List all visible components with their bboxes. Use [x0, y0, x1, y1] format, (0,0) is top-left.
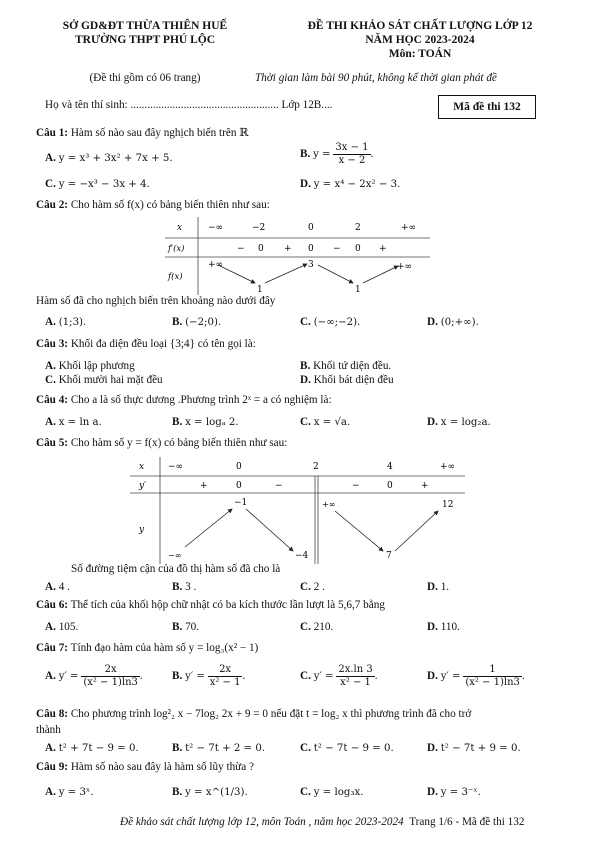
q7-option-a: A. y′ = $\frac{2x}{\text{(x² − 1)ln3}}$ .: [45, 664, 143, 688]
student-line: Họ và tên thí sinh: ..................................................... Lớp 12B....: [45, 99, 333, 111]
q2-sign: +: [379, 244, 387, 254]
q1-option-c: C. y = −x³ − 3x + 4.: [45, 178, 150, 190]
q2-option-b: B. (−2;0).: [172, 316, 222, 328]
question-9: Câu 9: Hàm số nào sau đây là hàm số lũy thừa ?: [36, 761, 254, 773]
q7-option-d: D. y′ = $\frac{1}{\text{(x² − 1)ln3}}$ .: [427, 664, 525, 688]
q2-x-value: +∞: [401, 223, 417, 233]
q5-x-value: 0: [236, 462, 242, 472]
q5-y-value: +∞: [322, 500, 336, 509]
q2-x-value: 2: [355, 223, 361, 233]
q5-sign: +: [421, 481, 429, 491]
q2-arrow-down: [318, 265, 353, 283]
q8-option-a: A. t² + 7t − 9 = 0.: [45, 742, 139, 754]
q2-sign: −: [333, 244, 341, 254]
question-6: Câu 6: Thể tích của khối hộp chữ nhật có ba kích thước lần lượt là 5,6,7 bằng: [36, 599, 385, 611]
q2-f-value: 1: [355, 285, 361, 295]
q2-sign: 0: [355, 244, 361, 254]
question-7: Câu 7: Tính đạo hàm của hàm số y = log₃(x² − 1): [36, 642, 259, 654]
q9-option-a: A. y = 3ˣ.: [45, 786, 94, 798]
q4-option-b: B. x = logₐ 2.: [172, 416, 239, 428]
q5-sign: 0: [387, 481, 393, 491]
q5-question: Số đường tiệm cận của đồ thị hàm số đã cho là: [71, 563, 281, 575]
q5-row-yprime: y′: [139, 481, 147, 491]
question-4: Câu 4: Cho a là số thực dương .Phương trình 2ˣ = a có nghiệm là:: [36, 394, 332, 406]
school-name: TRƯỜNG THPT PHÚ LỘC: [74, 34, 216, 46]
q2-f-value: +∞: [397, 262, 413, 272]
q2-sign: −: [237, 244, 245, 254]
q9-option-d: D. y = 3⁻ˣ.: [427, 786, 481, 798]
q2-row-x: x: [177, 223, 183, 233]
q5-sign: +: [200, 481, 208, 491]
q2-arrow-up: [265, 264, 307, 283]
q2-x-value: −∞: [208, 223, 224, 233]
q2-question: Hàm số đã cho nghịch biến trên khoảng nào dưới đây: [36, 295, 276, 307]
q5-variation-table: [130, 457, 465, 564]
q5-y-value: 12: [442, 500, 454, 510]
q2-arrow-up: [363, 266, 398, 283]
q5-x-value: 4: [387, 462, 393, 472]
footer-text: Đề khảo sát chất lượng lớp 12, môn Toán , năm học 2023-2024 Trang 1/6 - Mã đề thi 132: [120, 816, 525, 828]
q2-option-c: C. (−∞;−2).: [300, 316, 361, 328]
q5-y-value: −4: [295, 551, 309, 561]
q4-option-c: C. x = √a.: [300, 416, 351, 428]
q5-option-d: D. 1.: [427, 581, 450, 593]
q5-arrow-up: [395, 511, 438, 551]
q2-x-value: 0: [308, 223, 314, 233]
q4-option-d: D. x = log₂a.: [427, 416, 491, 428]
q5-arrow-down: [335, 511, 383, 551]
q2-x-value: −2: [252, 223, 266, 233]
q6-option-b: B. 70.: [172, 621, 200, 633]
q5-option-a: A. 4 .: [45, 581, 70, 593]
q3-option-a: A. Khối lập phương: [45, 360, 135, 372]
q2-arrow-down: [218, 265, 255, 283]
pages-note: (Đề thi gồm có 06 trang): [89, 72, 201, 84]
subject: Môn: TOÁN: [388, 48, 452, 60]
question-5: Câu 5: Cho hàm số y = f(x) có bảng biến thiên như sau:: [36, 437, 288, 449]
q5-x-value: −∞: [168, 462, 184, 472]
q6-option-c: C. 210.: [300, 621, 334, 633]
q2-sign: +: [284, 244, 292, 254]
q5-arrow-up: [185, 509, 232, 547]
q2-row-f: f(x): [168, 272, 183, 282]
q2-option-d: D. (0;+∞).: [427, 316, 479, 328]
q2-f-value: 1: [257, 285, 263, 295]
q8-option-b: B. t² − 7t + 2 = 0.: [172, 742, 266, 754]
q5-sign: 0: [236, 481, 242, 491]
question-1: Câu 1: Hàm số nào sau đây nghịch biến trên ℝ: [36, 127, 249, 139]
q2-row-fprime: f′(x): [168, 244, 185, 254]
q7-option-c: C. y′ = $\frac{2x.\ln 3}{\text{x² − 1}}$ .: [300, 664, 378, 688]
q2-f-value: 3: [308, 260, 314, 270]
q8-option-d: D. t² − 7t + 9 = 0.: [427, 742, 521, 754]
q2-sign: 0: [258, 244, 264, 254]
q5-y-value: 7: [386, 551, 392, 561]
q1-option-b: B. y = $\frac{3x - 1}{x - 2}$ .: [300, 142, 374, 166]
q2-option-a: A. (1;3).: [45, 316, 87, 328]
school-year: NĂM HỌC 2023-2024: [365, 34, 475, 46]
question-8: Câu 8: Cho phương trình log²₂ x − 7log₂ 2x + 9 = 0 nếu đặt t = log₂ x thì phương trình đã cho trở: [36, 708, 472, 720]
school-department: SỞ GD&ĐT THỪA THIÊN HUẾ: [62, 20, 228, 32]
q8-option-c: C. t² − 7t − 9 = 0.: [300, 742, 394, 754]
q5-arrow-down: [246, 509, 293, 551]
q3-option-b: B. Khối tứ diện đều.: [300, 360, 392, 372]
q5-y-value: −1: [234, 498, 248, 508]
q3-option-c: C. Khối mười hai mặt đều: [45, 374, 163, 386]
q5-sign: −: [275, 481, 283, 491]
q7-option-b: B. y′ = $\frac{2x}{\text{x² − 1}}$ .: [172, 664, 246, 688]
q2-sign: 0: [308, 244, 314, 254]
q9-option-c: C. y = log₃x.: [300, 786, 364, 798]
q3-option-d: D. Khối bát diện đều: [300, 374, 394, 386]
q1-option-a: A. y = x³ + 3x² + 7x + 5.: [45, 152, 173, 164]
q2-f-value: +∞: [208, 260, 224, 270]
q5-y-value: −∞: [168, 551, 182, 560]
q2-variation-table: [165, 217, 430, 295]
q9-option-b: B. y = x^(1/3).: [172, 786, 248, 798]
q5-sign: −: [352, 481, 360, 491]
q5-row-y: y: [139, 525, 145, 535]
q1-option-d: D. y = x⁴ − 2x² − 3.: [300, 178, 401, 190]
question-2: Câu 2: Cho hàm số f(x) có bảng biến thiên như sau:: [36, 199, 270, 211]
q6-option-d: D. 110.: [427, 621, 460, 633]
question-3: Câu 3: Khối đa diện đều loại {3;4} có tên gọi là:: [36, 338, 256, 350]
q4-option-a: A. x = ln a.: [45, 416, 102, 428]
time-note: Thời gian làm bài 90 phút, không kể thời gian phát đề: [255, 72, 497, 84]
q5-row-x: x: [139, 462, 145, 472]
q5-x-value: +∞: [440, 462, 456, 472]
q6-option-a: A. 105.: [45, 621, 79, 633]
q5-option-b: B. 3 .: [172, 581, 197, 593]
exam-code-box: Mã đề thi 132: [438, 95, 536, 119]
q5-option-c: C. 2 .: [300, 581, 325, 593]
q5-x-value: 2: [313, 462, 319, 472]
exam-title: ĐỀ THI KHẢO SÁT CHẤT LƯỢNG LỚP 12: [307, 20, 533, 32]
q8-text-continued: thành: [36, 724, 61, 736]
